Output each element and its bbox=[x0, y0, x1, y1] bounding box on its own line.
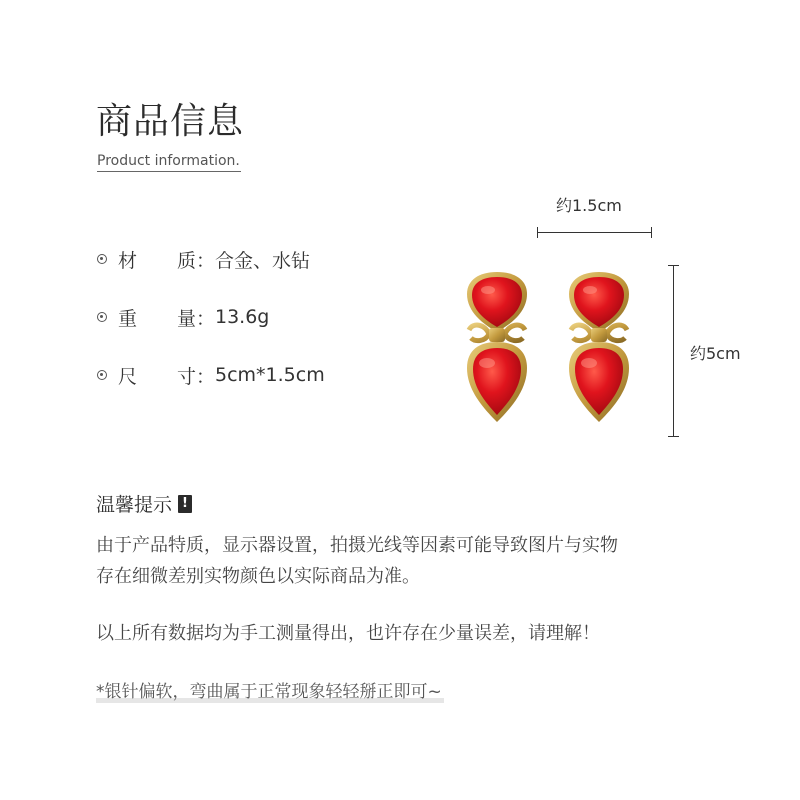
height-dimension-cap-top bbox=[668, 265, 679, 266]
page-title: 商品信息 bbox=[96, 101, 245, 142]
bullet-icon bbox=[97, 254, 107, 264]
height-dimension-label: 约5cm bbox=[690, 344, 741, 363]
notice-heading bbox=[96, 490, 192, 517]
spec-value: 合金、水钻 bbox=[215, 249, 311, 272]
notice-line: 存在细微差别实物颜色以实际商品为准。 bbox=[96, 566, 420, 587]
width-dimension-cap-left bbox=[537, 227, 538, 238]
height-dimension-line bbox=[673, 265, 674, 437]
red-heart-drop-earrings-icon bbox=[455, 268, 635, 434]
page-subtitle: Product information. bbox=[97, 153, 240, 169]
exclamation-icon: ! bbox=[178, 495, 192, 513]
spec-row-weight bbox=[97, 303, 269, 331]
notice-line: 以上所有数据均为手工测量得出，也许存在少量误差，请理解！ bbox=[96, 623, 600, 644]
spec-row-material bbox=[97, 245, 310, 273]
spec-label: 尺 寸： bbox=[118, 365, 215, 388]
width-dimension-cap-right bbox=[651, 227, 652, 238]
bullet-icon bbox=[97, 312, 107, 322]
left-earring bbox=[467, 272, 527, 422]
right-earring bbox=[569, 272, 629, 422]
notice-title: 温馨提示 bbox=[96, 494, 173, 516]
spec-value: 13.6g bbox=[215, 306, 270, 328]
width-dimension-label: 约1.5cm bbox=[556, 196, 622, 215]
height-dimension-cap-bottom bbox=[668, 436, 679, 437]
needle-note: *银针偏软，弯曲属于正常现象轻轻掰正即可~ bbox=[96, 682, 442, 702]
notice-line: 由于产品特质，显示器设置，拍摄光线等因素可能导致图片与实物 bbox=[96, 535, 618, 556]
width-dimension-line bbox=[537, 232, 652, 233]
spec-label: 重 量： bbox=[118, 307, 215, 330]
subtitle-underline bbox=[97, 171, 241, 172]
spec-label: 材 质： bbox=[118, 249, 215, 272]
spec-row-size bbox=[97, 361, 325, 389]
bullet-icon bbox=[97, 370, 107, 380]
spec-value: 5cm*1.5cm bbox=[215, 364, 325, 386]
